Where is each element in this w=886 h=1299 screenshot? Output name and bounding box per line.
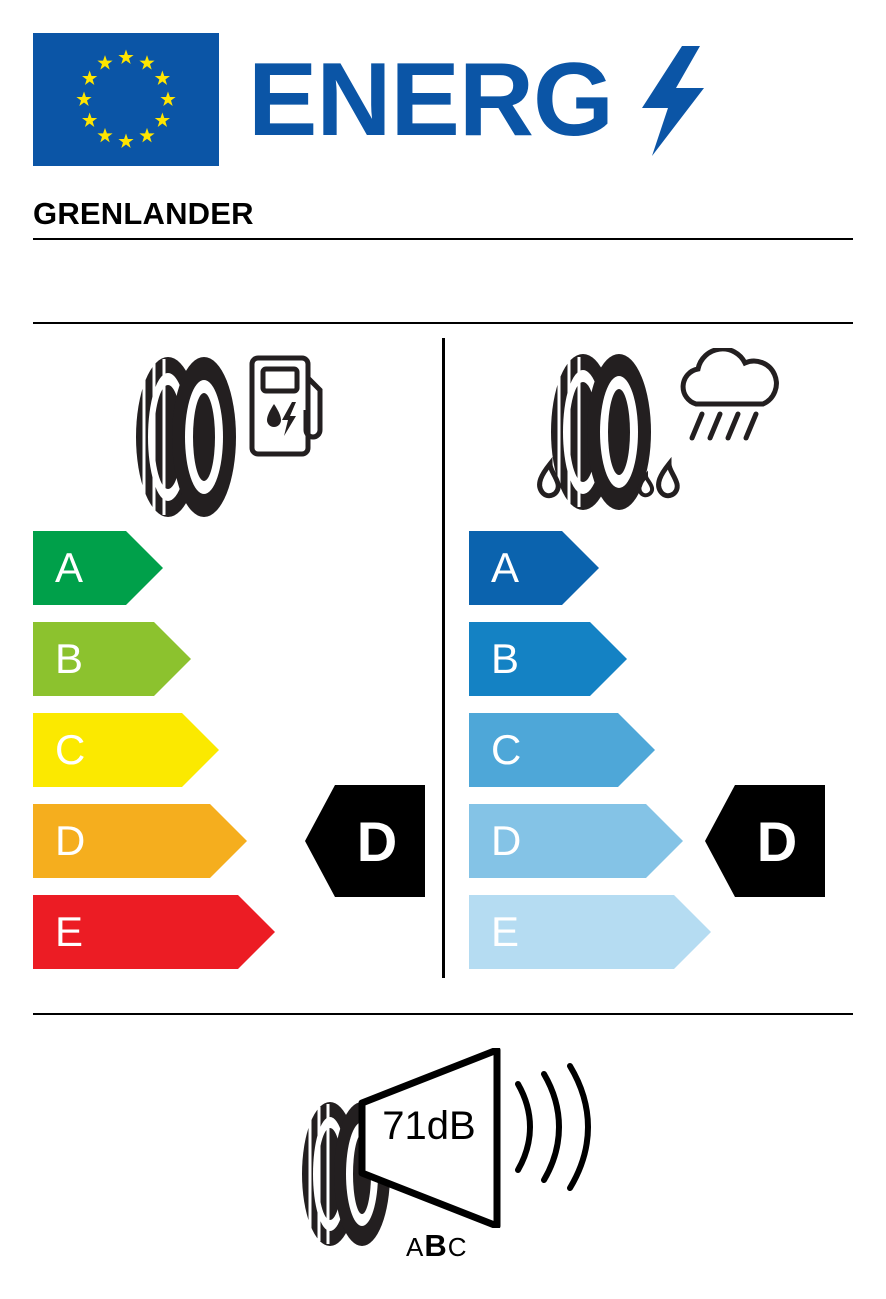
fuel-grade-e (33, 895, 275, 969)
wet-result-letter: D (756, 809, 798, 873)
divider-vertical (442, 338, 445, 978)
fuel-grade-b (33, 622, 191, 696)
noise-class-c: C (447, 1232, 468, 1262)
noise-class-b-selected: B (424, 1228, 448, 1263)
divider-second (33, 322, 853, 324)
wet-grade-e-letter: E (491, 908, 520, 955)
wet-grade-c (469, 713, 655, 787)
energ-text: ENERG (248, 42, 613, 158)
wet-grade-d (469, 804, 683, 878)
wet-grade-d-letter: D (491, 817, 522, 864)
wet-grade-a (469, 531, 599, 605)
wet-grade-b-letter: B (491, 635, 520, 682)
fuel-grade-e-letter: E (55, 908, 84, 955)
noise-value: 71dB (382, 1104, 476, 1148)
energ-wordmark (248, 40, 708, 160)
eu-flag-icon (33, 33, 219, 166)
wet-grade-b (469, 622, 627, 696)
fuel-grade-c-letter: C (55, 726, 86, 773)
divider-noise (33, 1013, 853, 1015)
fuel-pump-icon (248, 352, 328, 462)
fuel-result-letter: D (356, 809, 398, 873)
noise-class-scale (406, 1228, 468, 1264)
wet-grade-a-letter: A (491, 544, 520, 591)
noise-class-a: A (406, 1232, 425, 1262)
brand-name: GRENLANDER (33, 196, 254, 231)
divider-top (33, 238, 853, 240)
fuel-grade-a-letter: A (55, 544, 84, 591)
fuel-grade-d (33, 804, 247, 878)
fuel-grade-d-letter: D (55, 817, 86, 864)
lightning-bolt-icon (638, 46, 708, 156)
fuel-grade-c (33, 713, 219, 787)
sound-waves-icon (508, 1062, 598, 1192)
wet-grade-e (469, 895, 711, 969)
fuel-result-marker (305, 785, 425, 897)
rain-cloud-icon (674, 348, 784, 458)
wet-grade-c-letter: C (491, 726, 522, 773)
fuel-grade-a (33, 531, 163, 605)
wet-result-marker (705, 785, 825, 897)
fuel-grade-b-letter: B (55, 635, 84, 682)
